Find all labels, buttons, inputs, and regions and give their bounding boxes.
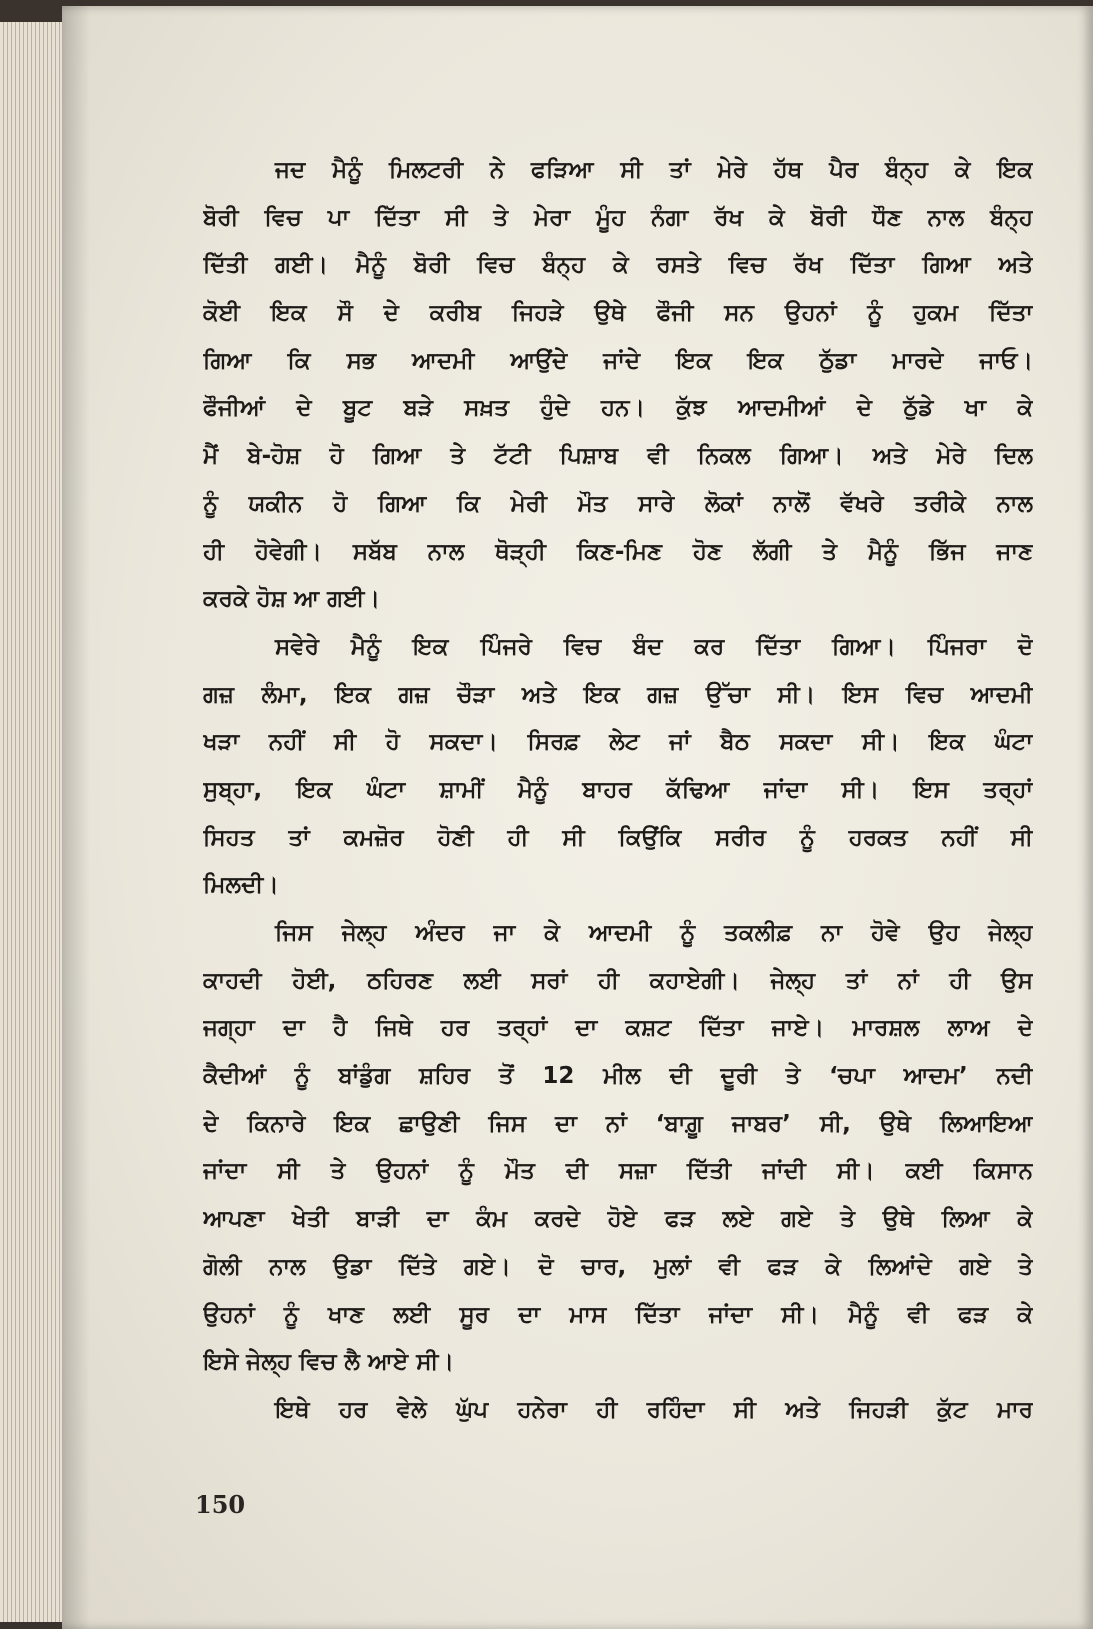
page-number: 150: [195, 1490, 246, 1519]
text-line: ਗਿਆ ਕਿ ਸਭ ਆਦਮੀ ਆਉਂਦੇ ਜਾਂਦੇ ਇਕ ਇਕ ਠੁੱਡਾ ਮਾਰਦੇ ਜਾਓ।: [203, 347, 1033, 374]
text-line: ਕੋਈ ਇਕ ਸੌ ਦੇ ਕਰੀਬ ਜਿਹੜੇ ਉਥੇ ਫੌਜੀ ਸਨ ਉਹਨਾਂ ਨੂੰ ਹੁਕਮ ਦਿੱਤਾ: [203, 300, 1033, 327]
text-line: ਗੋਲੀ ਨਾਲ ਉਡਾ ਦਿੱਤੇ ਗਏ। ਦੋ ਚਾਰ, ਮੁਲਾਂ ਵੀ ਫੜ ਕੇ ਲਿਆਂਦੇ ਗਏ ਤੇ: [203, 1253, 1033, 1280]
text-line: ਦਿੱਤੀ ਗਈ। ਮੈਨੂੰ ਬੋਰੀ ਵਿਚ ਬੰਨ੍ਹ ਕੇ ਰਸਤੇ ਵਿਚ ਰੱਖ ਦਿੱਤਾ ਗਿਆ ਅਤੇ: [203, 252, 1033, 279]
paragraph-2: [203, 624, 1033, 910]
text-line: ਜਿਸ ਜੇਲ੍ਹ ਅੰਦਰ ਜਾ ਕੇ ਆਦਮੀ ਨੂੰ ਤਕਲੀਫ਼ ਨਾ ਹੋਵੇ ਉਹ ਜੇਲ੍ਹ: [275, 920, 1033, 946]
text-line: ਇਥੇ ਹਰ ਵੇਲੇ ਘੁੱਪ ਹਨੇਰਾ ਹੀ ਰਹਿੰਦਾ ਸੀ ਅਤੇ ਜਿਹੜੀ ਕੁੱਟ ਮਾਰ: [275, 1396, 1033, 1423]
text-line: ਜਗ੍ਹਾ ਦਾ ਹੈ ਜਿਥੇ ਹਰ ਤਰ੍ਹਾਂ ਦਾ ਕਸ਼ਟ ਦਿੱਤਾ ਜਾਏ। ਮਾਰਸ਼ਲ ਲਾਅ ਦੇ: [203, 1015, 1033, 1042]
text-line: ਜਾਂਦਾ ਸੀ ਤੇ ਉਹਨਾਂ ਨੂੰ ਮੌਤ ਦੀ ਸਜ਼ਾ ਦਿੱਤੀ ਜਾਂਦੀ ਸੀ। ਕਈ ਕਿਸਾਨ: [203, 1158, 1033, 1185]
text-line: ਕਾਹਦੀ ਹੋਈ, ਠਹਿਰਣ ਲਈ ਸਰਾਂ ਹੀ ਕਹਾਏਗੀ। ਜੇਲ੍ਹ ਤਾਂ ਨਾਂ ਹੀ ਉਸ: [203, 967, 1033, 994]
text-line: ਇਸੇ ਜੇਲ੍ਹ ਵਿਚ ਲੈ ਆਏ ਸੀ।: [203, 1349, 454, 1376]
paragraph-3: [203, 910, 1033, 1387]
text-line: ਨੂੰ ਯਕੀਨ ਹੋ ਗਿਆ ਕਿ ਮੇਰੀ ਮੌਤ ਸਾਰੇ ਲੋਕਾਂ ਨਾਲੋਂ ਵੱਖਰੇ ਤਰੀਕੇ ਨਾਲ: [203, 490, 1033, 517]
text-line: ਸਿਹਤ ਤਾਂ ਕਮਜ਼ੋਰ ਹੋਣੀ ਹੀ ਸੀ ਕਿਉਂਕਿ ਸਰੀਰ ਨੂੰ ਹਰਕਤ ਨਹੀਂ ਸੀ: [203, 824, 1033, 851]
text-line: ਮਿਲਦੀ।: [203, 872, 279, 899]
text-line: ਗਜ਼ ਲੰਮਾ, ਇਕ ਗਜ਼ ਚੌੜਾ ਅਤੇ ਇਕ ਗਜ਼ ਉੱਚਾ ਸੀ। ਇਸ ਵਿਚ ਆਦਮੀ: [203, 681, 1033, 708]
text-line: ਕਰਕੇ ਹੋਸ਼ ਆ ਗਈ।: [203, 586, 380, 613]
text-line: ਦੇ ਕਿਨਾਰੇ ਇਕ ਛਾਉਣੀ ਜਿਸ ਦਾ ਨਾਂ ‘ਬਾਗ਼ੂ ਜਾਬਰ’ ਸੀ, ਉਥੇ ਲਿਆਇਆ: [203, 1110, 1033, 1137]
text-line: ਮੈਂ ਬੇ-ਹੋਸ਼ ਹੋ ਗਿਆ ਤੇ ਟੱਟੀ ਪਿਸ਼ਾਬ ਵੀ ਨਿਕਲ ਗਿਆ। ਅਤੇ ਮੇਰੇ ਦਿਲ: [203, 443, 1033, 470]
text-line: ਬੋਰੀ ਵਿਚ ਪਾ ਦਿੱਤਾ ਸੀ ਤੇ ਮੇਰਾ ਮੂੰਹ ਨੰਗਾ ਰੱਖ ਕੇ ਬੋਰੀ ਧੌਣ ਨਾਲ ਬੰਨ੍ਹ: [203, 204, 1033, 231]
text-line: ਸੁਬ੍ਹਾ, ਇਕ ਘੰਟਾ ਸ਼ਾਮੀਂ ਮੈਨੂੰ ਬਾਹਰ ਕੱਢਿਆ ਜਾਂਦਾ ਸੀ। ਇਸ ਤਰ੍ਹਾਂ: [203, 776, 1033, 803]
paragraph-1: [203, 147, 1033, 624]
text-line: ਜਦ ਮੈਨੂੰ ਮਿਲਟਰੀ ਨੇ ਫੜਿਆ ਸੀ ਤਾਂ ਮੇਰੇ ਹੱਥ ਪੈਰ ਬੰਨ੍ਹ ਕੇ ਇਕ: [275, 157, 1033, 183]
text-line: ਉਹਨਾਂ ਨੂੰ ਖਾਣ ਲਈ ਸੂਰ ਦਾ ਮਾਸ ਦਿੱਤਾ ਜਾਂਦਾ ਸੀ। ਮੈਨੂੰ ਵੀ ਫੜ ਕੇ: [203, 1301, 1033, 1328]
text-line: ਹੀ ਹੋਵੇਗੀ। ਸਬੱਬ ਨਾਲ ਥੋੜ੍ਹੀ ਕਿਣ-ਮਿਣ ਹੋਣ ਲੱਗੀ ਤੇ ਮੈਨੂੰ ਭਿੱਜ ਜਾਣ: [203, 538, 1033, 565]
text-line: ਕੈਦੀਆਂ ਨੂੰ ਬਾਂਡੁੰਗ ਸ਼ਹਿਰ ਤੋਂ 12 ਮੀਲ ਦੀ ਦੂਰੀ ਤੇ ‘ਚਪਾ ਆਦਮ’ ਨਦੀ: [203, 1063, 1033, 1090]
page-gutter-shadow: [62, 6, 90, 1629]
text-line: ਫੌਜੀਆਂ ਦੇ ਬੂਟ ਬੜੇ ਸਖ਼ਤ ਹੁੰਦੇ ਹਨ। ਕੁੱਝ ਆਦਮੀਆਂ ਦੇ ਠੁੱਡੇ ਖਾ ਕੇ: [203, 395, 1033, 422]
text-line: ਖੜਾ ਨਹੀਂ ਸੀ ਹੋ ਸਕਦਾ। ਸਿਰਫ਼ ਲੇਟ ਜਾਂ ਬੈਠ ਸਕਦਾ ਸੀ। ਇਕ ਘੰਟਾ: [203, 729, 1033, 756]
page-text: [203, 147, 1033, 1435]
paragraph-4: [203, 1387, 1033, 1435]
text-line: ਆਪਣਾ ਖੇਤੀ ਬਾੜੀ ਦਾ ਕੰਮ ਕਰਦੇ ਹੋਏ ਫੜ ਲਏ ਗਏ ਤੇ ਉਥੇ ਲਿਆ ਕੇ: [203, 1206, 1033, 1233]
text-line: ਸਵੇਰੇ ਮੈਨੂੰ ਇਕ ਪਿੰਜਰੇ ਵਿਚ ਬੰਦ ਕਰ ਦਿੱਤਾ ਗਿਆ। ਪਿੰਜਰਾ ਦੋ: [275, 633, 1033, 660]
